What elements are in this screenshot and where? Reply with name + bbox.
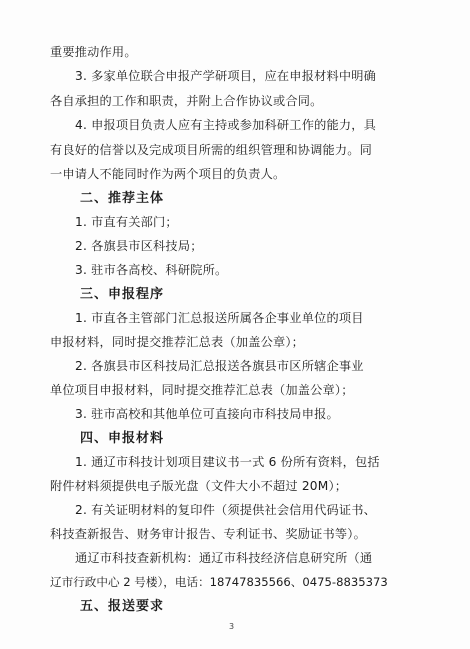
list-item: 1. 市直有关部门； xyxy=(75,215,178,229)
paragraph-line: 有良好的信誉以及完成项目所需的组织管理和协调能力。同 xyxy=(50,143,373,157)
paragraph-line: 各自承担的工作和职责，并附上合作协议或合同。 xyxy=(50,94,323,108)
section-heading: 四、申报材料 xyxy=(80,431,165,446)
paragraph-line: 3. 驻市高校和其他单位可直接向市科技局申报。 xyxy=(75,407,339,421)
page-number: 3 xyxy=(229,622,235,631)
section-heading: 三、申报程序 xyxy=(80,287,165,302)
paragraph-line: 一申请人不能同时作为两个项目的负责人。 xyxy=(50,167,286,181)
paragraph-line: 4. 申报项目负责人应有主持或参加科研工作的能力，具 xyxy=(75,118,377,132)
paragraph-line: 辽市行政中心 2 号楼），电话：18747835566、0475-8835373 xyxy=(50,575,388,589)
list-item: 2. 各旗县市区科技局； xyxy=(75,239,203,253)
paragraph-line: 3. 多家单位联合申报产学研项目，应在申报材料中明确 xyxy=(75,69,377,83)
paragraph-line: 通辽市科技查新机构：通辽市科技经济信息研究所（通 xyxy=(75,551,373,565)
section-heading: 五、报送要求 xyxy=(80,599,165,614)
paragraph-line: 1. 市直各主管部门汇总报送所属各企事业单位的项目 xyxy=(75,311,364,325)
paragraph-line: 单位项目申报材料，同时提交推荐汇总表（加盖公章）； xyxy=(50,383,354,397)
paragraph-line: 申报材料，同时提交推荐汇总表（加盖公章）； xyxy=(50,335,305,349)
list-item: 3. 驻市各高校、科研院所。 xyxy=(75,263,228,277)
paragraph-line: 2. 有关证明材料的复印件（须提供社会信用代码证书、 xyxy=(75,503,377,517)
paragraph-line: 科技查新报告、财务审计报告、专利证书、奖励证书等）。 xyxy=(50,527,366,541)
paragraph-line: 1. 通辽市科技计划项目建议书一式 6 份所有资料，包括 xyxy=(75,455,380,469)
paragraph-line: 2. 各旗县市区科技局汇总报送各旗县市区所辖企事业 xyxy=(75,359,364,373)
section-heading: 二、推荐主体 xyxy=(80,191,165,206)
paragraph-line: 重要推动作用。 xyxy=(50,45,137,59)
paragraph-line: 附件材料须提供电子版光盘（文件大小不超过 20M）； xyxy=(50,479,348,493)
